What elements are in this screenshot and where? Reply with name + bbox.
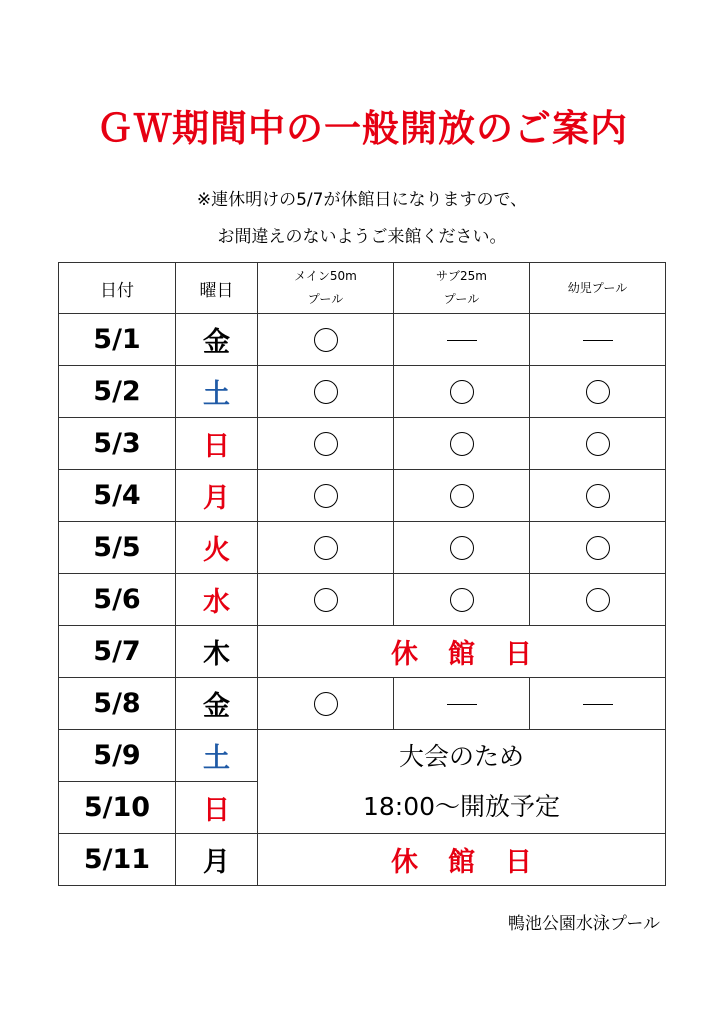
header-day: 曜日 (176, 263, 258, 314)
open-circle-icon (450, 380, 474, 404)
event-note-line-1: 大会のため (398, 741, 524, 771)
closed-day-cell (258, 834, 666, 886)
day-cell: 土 (176, 730, 258, 782)
table-row (59, 730, 666, 782)
status-cell (258, 366, 394, 418)
day-cell: 日 (176, 418, 258, 470)
status-cell (530, 366, 666, 418)
closed-day-label: 休館日 (391, 639, 562, 670)
date-cell: 5/11 (59, 834, 176, 886)
table-row (59, 574, 666, 626)
status-cell (394, 314, 530, 366)
table-row (59, 470, 666, 522)
open-circle-icon (450, 536, 474, 560)
day-cell: 日 (176, 782, 258, 834)
table-row (59, 314, 666, 366)
closed-day-label: 休館日 (391, 847, 562, 878)
open-circle-icon (314, 432, 338, 456)
open-circle-icon (586, 432, 610, 456)
status-cell (530, 522, 666, 574)
event-note-cell (258, 730, 666, 834)
day-cell: 火 (176, 522, 258, 574)
closed-day-cell (258, 626, 666, 678)
date-cell: 5/8 (59, 678, 176, 730)
schedule-table (58, 262, 666, 886)
table-row (59, 366, 666, 418)
open-circle-icon (450, 432, 474, 456)
table-row (59, 418, 666, 470)
date-cell: 5/7 (59, 626, 176, 678)
header-date: 日付 (59, 263, 176, 314)
open-circle-icon (314, 536, 338, 560)
open-circle-icon (586, 380, 610, 404)
header-sub-pool (394, 263, 530, 314)
status-cell (394, 470, 530, 522)
open-circle-icon (586, 484, 610, 508)
open-circle-icon (314, 588, 338, 612)
closed-dash-icon (583, 704, 613, 705)
status-cell (394, 574, 530, 626)
date-cell: 5/9 (59, 730, 176, 782)
day-cell: 金 (176, 678, 258, 730)
open-circle-icon (314, 484, 338, 508)
date-cell: 5/2 (59, 366, 176, 418)
status-cell (394, 522, 530, 574)
open-circle-icon (450, 484, 474, 508)
day-cell: 土 (176, 366, 258, 418)
status-cell (530, 470, 666, 522)
table-row (59, 522, 666, 574)
status-cell (258, 314, 394, 366)
header-main-pool-line2: プール (307, 292, 344, 306)
header-row (59, 263, 666, 314)
header-main-pool (258, 263, 394, 314)
status-cell (258, 574, 394, 626)
open-circle-icon (314, 380, 338, 404)
day-cell: 月 (176, 470, 258, 522)
status-cell (530, 574, 666, 626)
day-cell: 金 (176, 314, 258, 366)
status-cell (530, 314, 666, 366)
status-cell (394, 366, 530, 418)
date-cell: 5/4 (59, 470, 176, 522)
date-cell: 5/10 (59, 782, 176, 834)
header-sub-pool-line2: プール (443, 292, 480, 306)
table-row (59, 626, 666, 678)
status-cell (394, 678, 530, 730)
notice-line-1: ※連休明けの5/7が休館日になりますので、 (196, 190, 528, 210)
open-circle-icon (586, 588, 610, 612)
status-cell (258, 522, 394, 574)
open-circle-icon (314, 692, 338, 716)
closed-dash-icon (447, 704, 477, 705)
status-cell (258, 678, 394, 730)
open-circle-icon (450, 588, 474, 612)
page-title: ＧＷ期間中の一般開放のご案内 (96, 107, 628, 150)
header-sub-pool-line1: サブ25m (436, 269, 487, 283)
date-cell: 5/5 (59, 522, 176, 574)
day-cell: 木 (176, 626, 258, 678)
day-cell: 水 (176, 574, 258, 626)
status-cell (530, 418, 666, 470)
header-main-pool-line1: メイン50m (294, 269, 357, 283)
day-cell: 月 (176, 834, 258, 886)
date-cell: 5/3 (59, 418, 176, 470)
status-cell (394, 418, 530, 470)
status-cell (258, 470, 394, 522)
status-cell (258, 418, 394, 470)
date-cell: 5/1 (59, 314, 176, 366)
event-note-line-2: 18:00～開放予定 (362, 791, 561, 821)
status-cell (530, 678, 666, 730)
open-circle-icon (586, 536, 610, 560)
open-circle-icon (314, 328, 338, 352)
closed-dash-icon (447, 340, 477, 341)
date-cell: 5/6 (59, 574, 176, 626)
facility-name: 鴨池公園水泳プール (507, 914, 660, 934)
header-kids-pool: 幼児プール (530, 263, 666, 314)
table-row (59, 678, 666, 730)
closed-dash-icon (583, 340, 613, 341)
table-row (59, 834, 666, 886)
notice-line-2: お間違えのないようご来館ください。 (217, 227, 507, 247)
